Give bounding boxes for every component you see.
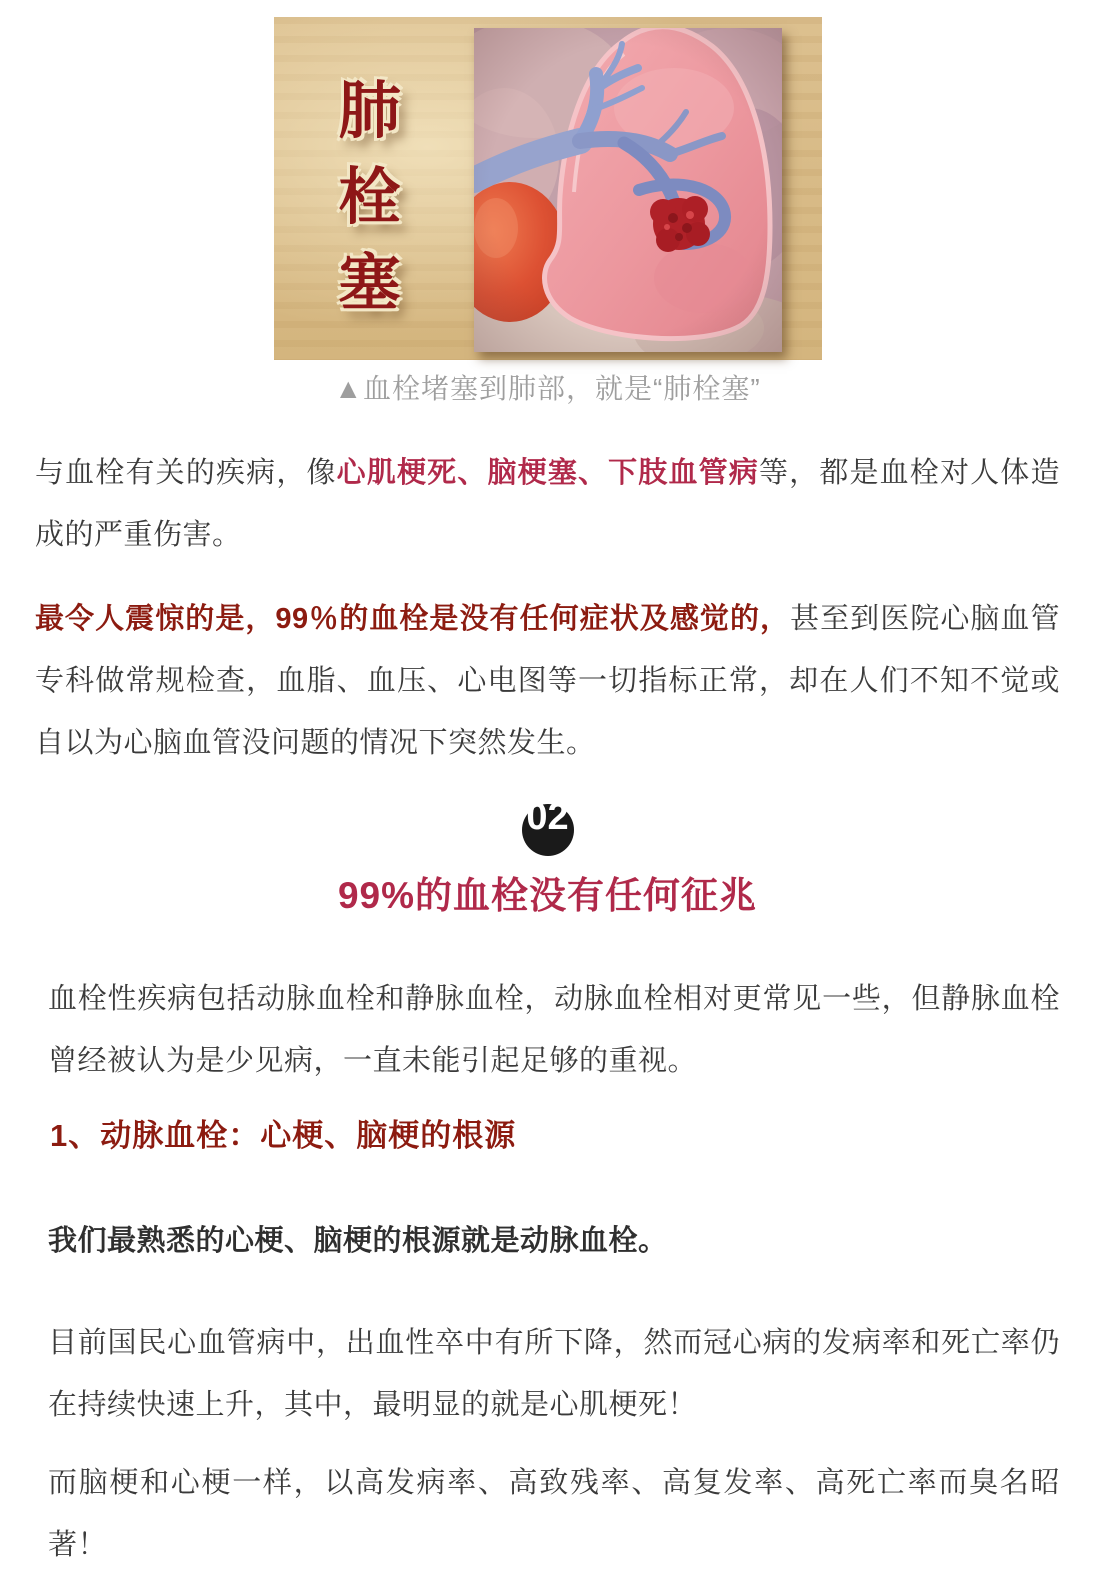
section-number-badge — [0, 796, 1095, 856]
hero-title-char: 栓 — [338, 163, 401, 232]
paragraph-stroke-notorious: 而脑梗和心梗一样，以高发病率、高致残率、高复发率、高死亡率而臭名昭著！ — [48, 1467, 1060, 1561]
intro-section — [0, 442, 1095, 774]
highlight-shocking-lead: 最令人震惊的是，99％的血栓是没有任何症状及感觉的， — [35, 603, 791, 635]
paragraph-root-cause-bold: 我们最熟悉的心梗、脑梗的根源就是动脉血栓。 — [48, 1225, 668, 1257]
paragraph-text: 与血栓有关的疾病，像 — [35, 457, 337, 489]
highlight-disease-list: 心肌梗死、脑梗塞、下肢血管病 — [336, 457, 759, 489]
paragraph-text: 甚至到医院心脑血管专科做常规检查，血脂、血压、心电图等一切指标正常，却在人们不知不觉或自以为心脑血管没问题的情况下突然发生。 — [35, 603, 1060, 759]
badge-number: 02 — [526, 796, 569, 838]
hero-title-char: 塞 — [338, 249, 401, 318]
paragraph-text: 等，都是血栓对人体造成的严重伤害。 — [35, 457, 1060, 551]
lung-illustration — [474, 28, 782, 352]
image-caption: ▲血栓堵塞到肺部，就是“肺栓塞” — [334, 373, 761, 404]
paragraph-thrombus-diseases — [35, 442, 1060, 566]
badge-circle — [522, 796, 574, 856]
paragraph-no-symptoms — [35, 588, 1060, 774]
hero-title-char: 肺 — [338, 77, 401, 146]
section-heading: 99%的血栓没有任何征兆 — [337, 875, 758, 916]
pulmonary-embolism-image[interactable] — [274, 17, 822, 360]
paragraph-cardiovascular-trend: 目前国民心血管病中，出血性卒中有所下降，然而冠心病的发病率和死亡率仍在持续快速上升，其中，最明显的就是心肌梗死！ — [48, 1327, 1060, 1421]
section2-body — [0, 968, 1095, 1569]
subheading-arterial-thrombus: 1、动脉血栓：心梗、脑梗的根源 — [50, 1118, 517, 1153]
paragraph-thrombotic-types: 血栓性疾病包括动脉血栓和静脉血栓，动脉血栓相对更常见一些，但静脉血栓曾经被认为是少见病，一直未能引起足够的重视。 — [48, 983, 1060, 1077]
hero-figure — [0, 17, 1095, 406]
hero-vertical-title — [332, 69, 408, 327]
